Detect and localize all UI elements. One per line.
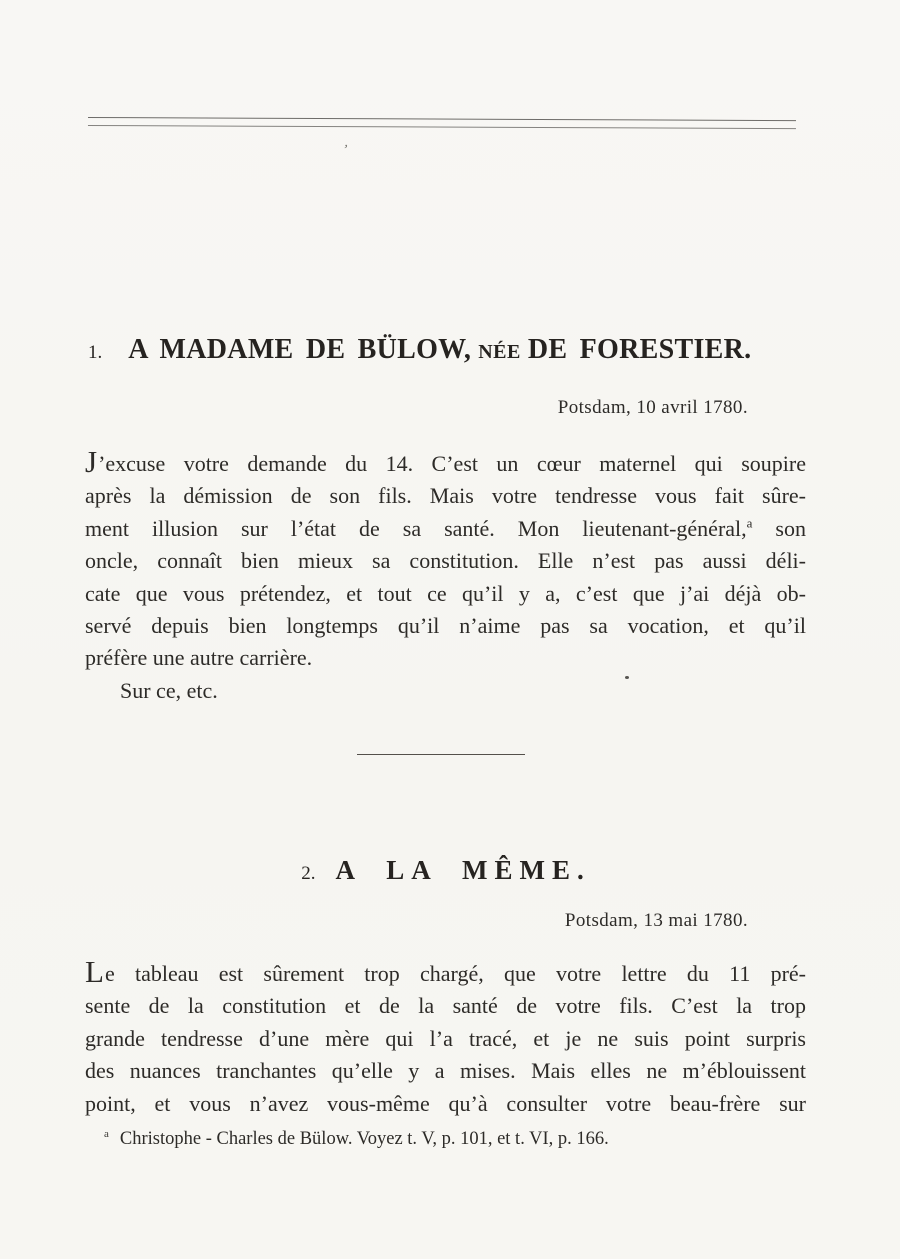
footnote bbox=[104, 1128, 609, 1150]
footnote-marker: a bbox=[104, 1128, 109, 1140]
letter-1-number: 1. bbox=[88, 342, 103, 363]
body-line bbox=[85, 955, 806, 990]
letter-1-title-main: A MADAME DE BÜLOW, bbox=[128, 334, 472, 365]
drop-initial: L bbox=[85, 954, 104, 989]
body-line-text: son bbox=[752, 515, 806, 541]
scan-speck-mark: ’ bbox=[342, 142, 349, 159]
body-line-text: ment illusion sur l’état de sa santé. Mon lieutenant-général, bbox=[85, 515, 747, 541]
body-line-text: ’excuse votre demande du 14. C’est un cœur maternel qui soupire bbox=[98, 451, 806, 476]
letter-2-title: A LA MÊME. bbox=[335, 855, 591, 885]
body-line bbox=[85, 445, 806, 480]
scan-speck-dot bbox=[625, 676, 629, 679]
letter-1-heading bbox=[88, 334, 751, 366]
letter-1-title-smallcaps: NÉE bbox=[478, 341, 521, 363]
letter-1-body bbox=[85, 445, 806, 707]
body-line: oncle, connaît bien mieux sa constitution. Elle n’est pas aussi déli- bbox=[85, 548, 806, 574]
letter-1-closing: Sur ce, etc. bbox=[120, 677, 218, 703]
double-rule-divider bbox=[88, 117, 796, 129]
body-line: après la démission de son fils. Mais votre tendresse vous fait sûre- bbox=[85, 483, 806, 509]
body-line: préfère une autre carrière. bbox=[85, 645, 313, 671]
body-line bbox=[85, 513, 806, 545]
letter-2-dateline: Potsdam, 13 mai 1780. bbox=[564, 910, 748, 931]
letter-1-title-rest: DE FORESTIER. bbox=[527, 334, 752, 365]
letter-2-heading bbox=[85, 855, 807, 886]
letter-2-body bbox=[85, 955, 806, 1120]
footnote-reference-a: a bbox=[746, 515, 753, 531]
body-line: point, et vous n’avez vous-même qu’à consulter votre beau-frère sur bbox=[85, 1090, 806, 1116]
letter-2-number: 2. bbox=[301, 863, 316, 884]
body-line: grande tendresse d’une mère qui l’a tracé, et je ne suis point surpris bbox=[85, 1025, 806, 1051]
body-line: sente de la constitution et de la santé de votre fils. C’est la trop bbox=[85, 993, 806, 1019]
body-line: servé depuis bien longtemps qu’il n’aime pas sa vocation, et qu’il bbox=[85, 613, 806, 639]
letter-1-dateline: Potsdam, 10 avril 1780. bbox=[557, 397, 748, 418]
footnote-text: Christophe - Charles de Bülow. Voyez t. V, p. 101, et t. VI, p. 166. bbox=[119, 1129, 609, 1150]
drop-initial: J bbox=[85, 444, 98, 479]
body-line: des nuances tranchantes qu’elle y a mises. Mais elles ne m’éblouissent bbox=[85, 1058, 806, 1084]
section-divider-rule bbox=[357, 754, 525, 755]
body-line: cate que vous prétendez, et tout ce qu’il y a, c’est que j’ai déjà ob- bbox=[85, 580, 806, 606]
body-line-text: e tableau est sûrement trop chargé, que votre lettre du 11 pré- bbox=[104, 961, 806, 986]
